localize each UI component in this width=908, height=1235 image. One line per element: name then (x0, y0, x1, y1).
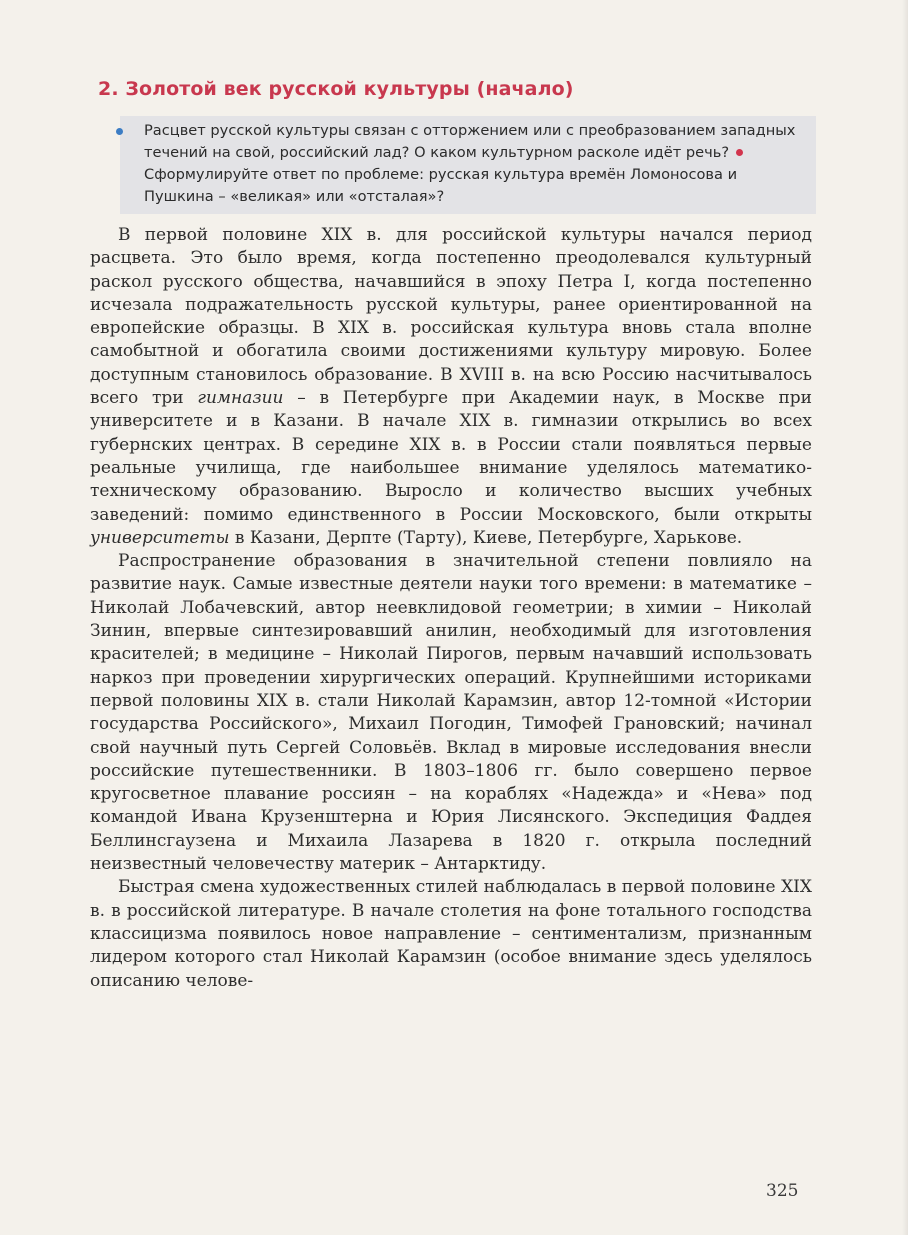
page-edge-shadow (902, 0, 908, 1235)
question-2: Сформулируйте ответ по проблеме: русская культура времён Ломоносова и Пушкина – «великая» или «отсталая»? (144, 166, 738, 205)
term-gymnasium: гимназии (197, 388, 284, 409)
question-box (120, 116, 816, 214)
term-universities: университеты (90, 527, 230, 548)
question-1: Расцвет русской культуры связан с отторжением или с преобразованием западных течений на свой, российский лад? О каком культурном расколе идёт речь? (144, 122, 796, 161)
section-heading: 2. Золотой век русской культуры (начало) (98, 78, 574, 100)
blue-bullet-icon (116, 128, 123, 135)
page-number: 325 (766, 1181, 799, 1201)
paragraph-3: Быстрая смена художественных стилей наблюдалась в первой половине XIX в. в российской литературе. В начале столетия на фоне тотального господства классицизма появилось новое направление – сентиментализм, признанным лидером которого стал Николай Карамзин (особое внимание здесь уделялось описанию челове- (90, 877, 812, 991)
paragraph-1-part-a: В первой половине XIX в. для российской культуры начался период расцвета. Это было время, когда постепенно преодолевался культурный раскол русского общества, начавшийся в эпоху Петра I, когда постепенно исчезала подражательность русской культуры, ранее ориентированной на европейские образцы. В XIX в. российская культура вновь стала вполне самобытной и обогатила своими достижениями культуру мировую. Более доступным становилось образование. В XVIII в. на всю Россию насчитывалось всего три (90, 225, 812, 409)
paragraph-1-part-b: – в Петербурге при Академии наук, в Москве при университете и в Казани. В начале XIX в. гимназии открылись во всех губернских центрах. В середине XIX в. в России стали появляться первые реальные училища, где наибольшее внимание уделялось математико-техническому образованию. Выросло и количество высших учебных заведений: помимо единственного в России Московского, были открыты (90, 388, 812, 525)
body-text (90, 224, 812, 993)
paragraph-1 (90, 224, 812, 550)
paragraph-2: Распространение образования в значительной степени повлияло на развитие наук. Самые известные деятели науки того времени: в математике – Николай Лобачевский, автор неевклидовой геометрии; в химии – Николай Зинин, впервые синтезировавший анилин, необходимый для изготовления красителей; в медицине – Николай Пирогов, первым начавший использовать наркоз при проведении хирургических операций. Крупнейшими историками первой половины XIX в. стали Николай Карамзин, автор 12-томной «Истории государства Российского», Михаил Погодин, Тимофей Грановский; начинал свой научный путь Сергей Соловьёв. Вклад в мировые исследования внесли российские путешественники. В 1803–1806 гг. было совершено первое кругосветное плавание россиян – на кораблях «Надежда» и «Нева» под командой Ивана Крузенштерна и Юрия Лисянского. Экспедиция Фаддея Беллинсгаузена и Михаила Лазарева в 1820 г. открыла последний неизвестный человечеству материк – Антарктиду. (90, 551, 812, 875)
red-bullet-icon (736, 149, 743, 156)
question-text (144, 120, 806, 208)
paragraph-1-part-c: в Казани, Дерпте (Тарту), Киеве, Петербурге, Харькове. (229, 527, 743, 548)
